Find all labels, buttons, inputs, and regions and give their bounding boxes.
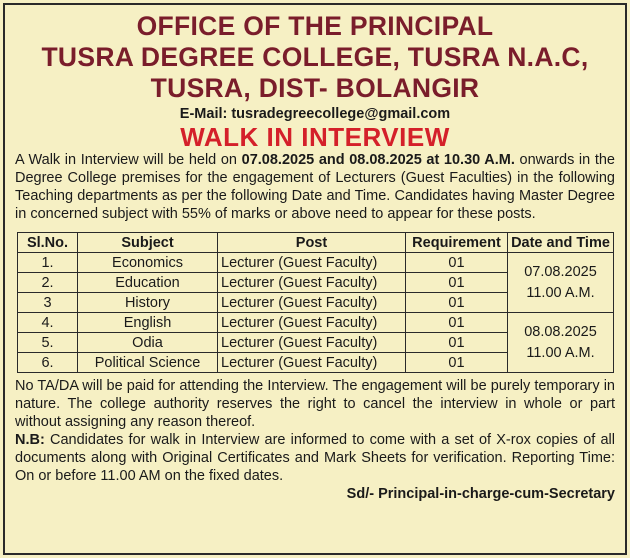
row-post: Lecturer (Guest Faculty) (218, 333, 406, 353)
group2-time: 11.00 A.M. (526, 344, 595, 361)
row-slno: 3 (18, 293, 78, 313)
signature: Sd/- Principal-in-charge-cum-Secretary (346, 486, 615, 502)
notice-heading: WALK IN INTERVIEW (180, 122, 450, 152)
row-post: Lecturer (Guest Faculty) (218, 293, 406, 313)
college-email: E-Mail: tusradegreecollege@gmail.com (179, 106, 451, 122)
intro-dates: 07.08.2025 and 08.08.2025 at 10.30 A.M. (241, 152, 515, 168)
nb-paragraph (15, 431, 615, 485)
row-subject: English (78, 313, 218, 333)
date-time-group-2 (508, 313, 614, 373)
header-slno: Sl.No. (18, 233, 78, 253)
row-requirement: 01 (406, 353, 508, 373)
table-row (18, 253, 614, 273)
row-slno: 5. (18, 333, 78, 353)
college-location: TUSRA, DIST- BOLANGIR (150, 73, 480, 103)
row-slno: 1. (18, 253, 78, 273)
intro-paragraph (15, 151, 615, 223)
college-name: TUSRA DEGREE COLLEGE, TUSRA N.A.C, (41, 42, 589, 72)
date-time-group-1 (508, 253, 614, 313)
row-subject: History (78, 293, 218, 313)
header-subject: Subject (78, 233, 218, 253)
row-post: Lecturer (Guest Faculty) (218, 273, 406, 293)
row-post: Lecturer (Guest Faculty) (218, 313, 406, 333)
row-requirement: 01 (406, 273, 508, 293)
row-post: Lecturer (Guest Faculty) (218, 353, 406, 373)
header-requirement: Requirement (406, 233, 508, 253)
group2-date: 08.08.2025 (524, 323, 597, 340)
nb-text: Candidates for walk in Interview are informed to come with a set of X-rox copies of all documents along with Original Certificates and Mark Sheets for verification. Reporting Time: On or before 11.00 AM on the fixed dates. (15, 432, 615, 484)
row-slno: 4. (18, 313, 78, 333)
row-post: Lecturer (Guest Faculty) (218, 253, 406, 273)
notice-frame (3, 3, 627, 555)
row-subject: Economics (78, 253, 218, 273)
header-post: Post (218, 233, 406, 253)
office-title: OFFICE OF THE PRINCIPAL (136, 11, 494, 41)
row-requirement: 01 (406, 313, 508, 333)
intro-part2: onwards in the Degree College premises for the engagement of Lecturers (Guest Faculties) in the following Teaching departments as per the following Date and Time. Candidates having Master Degree in concerned subject with 55% of marks or above need to appear for these posts. (15, 152, 615, 222)
row-slno: 6. (18, 353, 78, 373)
row-subject: Political Science (78, 353, 218, 373)
table-row (18, 313, 614, 333)
group1-date: 07.08.2025 (524, 263, 597, 280)
header-date-time: Date and Time (508, 233, 614, 253)
intro-part1: A Walk in Interview will be held on (15, 152, 242, 168)
row-slno: 2. (18, 273, 78, 293)
table-header-row (18, 233, 614, 253)
row-requirement: 01 (406, 253, 508, 273)
group1-time: 11.00 A.M. (526, 284, 595, 301)
row-requirement: 01 (406, 333, 508, 353)
nb-label: N.B: (15, 432, 45, 448)
row-requirement: 01 (406, 293, 508, 313)
terms-paragraph: No TA/DA will be paid for attending the Interview. The engagement will be purely temporary in nature. The college authority reserves the right to cancel the interview in whole or part without assigning any reason thereof. (15, 378, 615, 430)
posts-table (17, 232, 614, 373)
row-subject: Odia (78, 333, 218, 353)
row-subject: Education (78, 273, 218, 293)
